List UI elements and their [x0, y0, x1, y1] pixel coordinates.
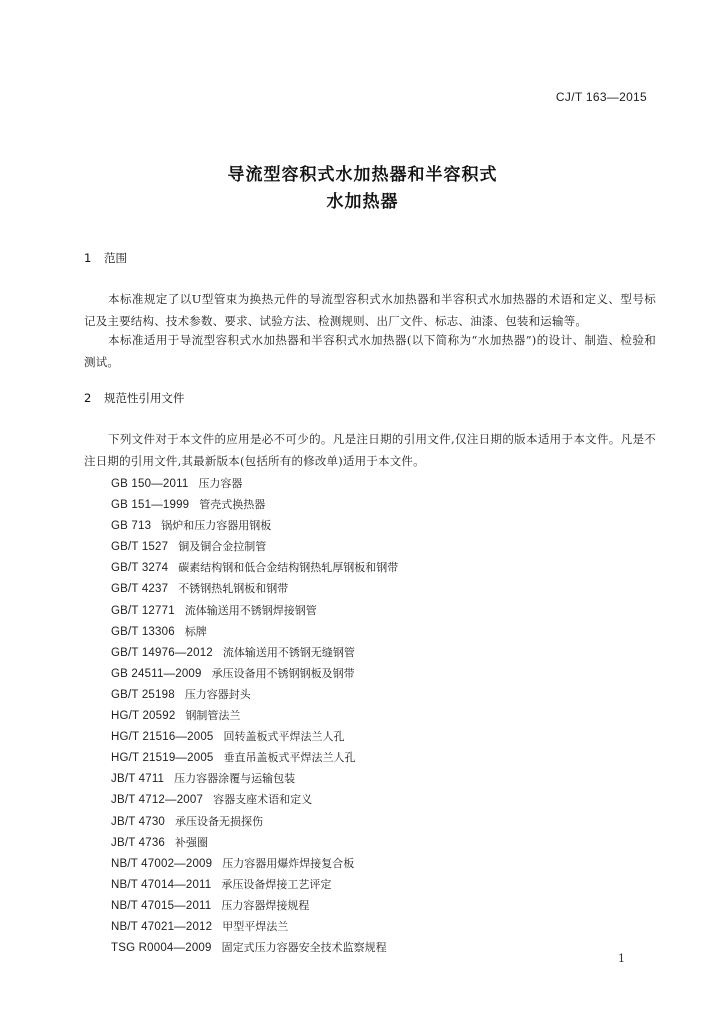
reference-name: 回转盖板式平焊法兰人孔: [223, 730, 345, 744]
reference-item: [111, 811, 398, 832]
reference-code: GB/T 14976—2012: [111, 646, 213, 659]
reference-code: TSG R0004—2009: [111, 942, 212, 955]
document-title-line1: 导流型容积式水加热器和半容积式: [227, 165, 498, 185]
reference-name: 管壳式换热器: [199, 498, 266, 512]
reference-code: GB/T 4237: [111, 583, 169, 596]
scope-paragraph-2: 本标准适用于导流型容积式水加热器和半容积式水加热器(以下简称为“水加热器”)的设计、制造、检验和测试。: [84, 333, 656, 369]
reference-name: 流体输送用不锈钢无缝钢管: [222, 645, 355, 659]
reference-item: [111, 747, 398, 768]
reference-item: [111, 494, 398, 515]
page-number: 1: [618, 952, 625, 965]
reference-code: NB/T 47002—2009: [111, 857, 213, 870]
section-2-heading: [84, 390, 185, 406]
reference-name: 压力容器用爆炸焊接复合板: [222, 856, 355, 870]
reference-name: 碳素结构钢和低合金结构钢热轧厚钢板和钢带: [178, 561, 399, 575]
reference-list: [111, 473, 398, 958]
reference-name: 标牌: [184, 624, 207, 638]
reference-code: JB/T 4736: [111, 836, 166, 849]
reference-code: JB/T 4730: [111, 815, 166, 828]
reference-code: HG/T 21519—2005: [111, 752, 214, 765]
reference-item: [111, 726, 398, 747]
reference-item: [111, 768, 398, 789]
reference-code: HG/T 20592: [111, 710, 176, 723]
reference-name: 压力容器涂覆与运输包装: [174, 772, 296, 786]
reference-code: JB/T 4712—2007: [111, 794, 204, 807]
reference-name: 不锈钢热轧钢板和钢带: [178, 582, 289, 596]
reference-name: 垂直吊盖板式平焊法兰人孔: [223, 751, 356, 765]
reference-name: 流体输送用不锈钢焊接钢管: [184, 603, 317, 617]
reference-item: [111, 600, 398, 621]
reference-item: [111, 578, 398, 599]
reference-item: [111, 536, 398, 557]
reference-name: 承压设备用不锈钢钢板及钢带: [211, 666, 355, 680]
reference-name: 甲型平焊法兰: [222, 919, 289, 933]
reference-code: GB 151—1999: [111, 499, 190, 512]
reference-item: [111, 473, 398, 494]
reference-item: [111, 642, 398, 663]
reference-item: [111, 663, 398, 684]
reference-code: NB/T 47014—2011: [111, 878, 212, 891]
section-2-title: 规范性引用文件: [104, 391, 185, 405]
standard-code: CJ/T 163—2015: [555, 90, 647, 104]
reference-item: [111, 874, 398, 895]
reference-name: 容器支座术语和定义: [213, 793, 313, 807]
reference-code: NB/T 47015—2011: [111, 899, 212, 912]
reference-code: NB/T 47021—2012: [111, 920, 213, 933]
section-1-heading: [84, 250, 127, 266]
reference-code: GB 713: [111, 520, 152, 533]
reference-item: [111, 832, 398, 853]
reference-item: [111, 515, 398, 536]
reference-name: 压力容器焊接规程: [221, 898, 310, 912]
reference-item: [111, 789, 398, 810]
reference-name: 承压设备焊接工艺评定: [221, 877, 332, 891]
reference-name: 铜及铜合金拉制管: [178, 540, 267, 554]
section-1-number: 1: [84, 251, 92, 265]
reference-code: GB 24511—2009: [111, 667, 202, 680]
reference-item: [111, 916, 398, 937]
scope-paragraph-1: 本标准规定了以U型管束为换热元件的导流型容积式水加热器和半容积式水加热器的术语和定义、型号标记及主要结构、技术参数、要求、试验方法、检测规则、出厂文件、标志、油漆、包装和运输等。: [84, 292, 656, 328]
reference-item: [111, 705, 398, 726]
reference-name: 补强圈: [175, 835, 209, 849]
reference-code: HG/T 21516—2005: [111, 731, 214, 744]
reference-code: GB/T 25198: [111, 688, 175, 701]
reference-name: 钢制管法兰: [185, 709, 241, 723]
reference-code: GB/T 1527: [111, 541, 169, 554]
reference-item: [111, 895, 398, 916]
document-title-line2: 水加热器: [326, 192, 399, 212]
reference-item: [111, 621, 398, 642]
reference-item: [111, 684, 398, 705]
section-1-title: 范围: [104, 251, 127, 265]
section-2-number: 2: [84, 391, 92, 405]
reference-code: JB/T 4711: [111, 773, 165, 786]
reference-code: GB/T 13306: [111, 625, 175, 638]
reference-code: GB/T 12771: [111, 604, 175, 617]
references-intro-paragraph: 下列文件对于本文件的应用是必不可少的。凡是注日期的引用文件,仅注日期的版本适用于本文件。凡是不注日期的引用文件,其最新版本(包括所有的修改单)适用于本文件。: [84, 432, 656, 468]
reference-name: 承压设备无损探伤: [175, 814, 264, 828]
reference-code: GB 150—2011: [111, 478, 189, 490]
reference-item: [111, 853, 398, 874]
reference-item: [111, 557, 398, 578]
reference-item: [111, 937, 398, 958]
reference-code: GB/T 3274: [111, 562, 169, 575]
reference-name: 固定式压力容器安全技术监察规程: [221, 941, 387, 955]
reference-name: 压力容器封头: [184, 687, 251, 701]
reference-name: 压力容器: [198, 477, 243, 490]
reference-name: 锅炉和压力容器用钢板: [161, 519, 272, 533]
